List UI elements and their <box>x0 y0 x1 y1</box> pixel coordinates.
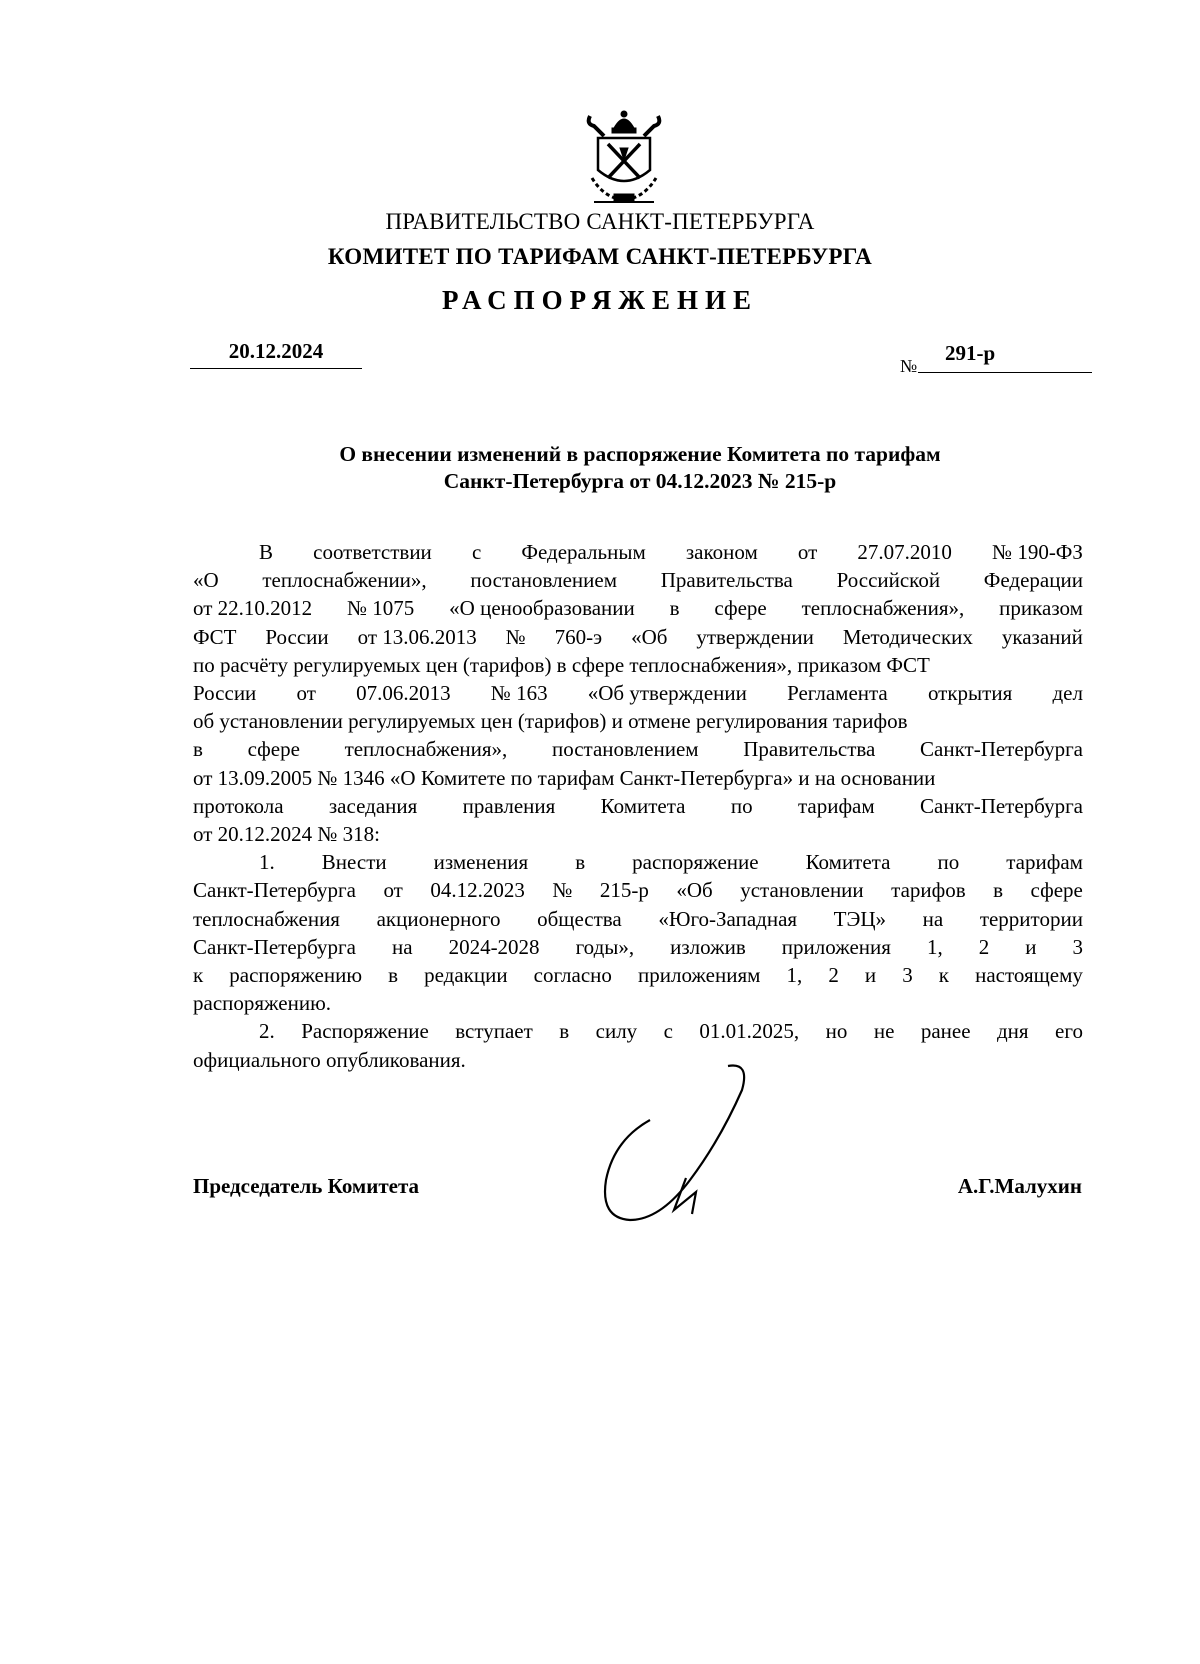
document-type: РАСПОРЯЖЕНИЕ <box>441 285 759 315</box>
word: постановлением <box>470 568 617 593</box>
word: силу <box>595 1019 638 1044</box>
number-underline <box>918 372 1092 373</box>
word: «Об <box>631 624 668 649</box>
word: настоящему <box>975 963 1083 988</box>
word: и <box>864 963 877 988</box>
word: Распоряжение <box>301 1019 429 1044</box>
handwritten-signature <box>600 1060 770 1230</box>
word: изложив <box>670 934 746 959</box>
word: его <box>1055 1019 1083 1044</box>
word: на <box>391 934 413 959</box>
preamble-last-line: от 20.12.2024 № 318: <box>193 822 381 847</box>
word: в <box>993 878 1004 903</box>
document-body <box>193 538 1083 1074</box>
word: Комитета <box>805 850 891 875</box>
word: Комитета <box>600 793 686 818</box>
word: 1, <box>786 963 803 988</box>
word: редакции <box>424 963 508 988</box>
text-line <box>193 792 1083 820</box>
text-line <box>193 623 1083 651</box>
text-line <box>193 1017 1083 1045</box>
word: № 1075 <box>347 596 415 621</box>
word: с <box>663 1019 673 1044</box>
text-line <box>193 876 1083 904</box>
word: об установлении регулируемых цен (тарифов) и отмене регулирования тарифов <box>193 709 908 734</box>
word: распоряжение <box>632 850 759 875</box>
document-subject <box>200 441 1080 495</box>
text-line <box>193 961 1083 989</box>
subject-line: О внесении изменений в распоряжение Комитета по тарифам <box>339 442 941 466</box>
word: 1. <box>259 850 275 875</box>
word: 01.01.2025, <box>699 1019 800 1044</box>
word: В <box>259 540 274 564</box>
word: теплоснабжения <box>193 906 340 931</box>
text-line <box>193 848 1083 876</box>
word: протокола <box>193 793 284 818</box>
word: Российской <box>836 568 941 593</box>
word: 3 <box>902 963 913 988</box>
word: годы», <box>575 934 635 959</box>
word: общества <box>537 906 622 931</box>
word: акционерного <box>376 906 501 931</box>
subject-line: Санкт-Петербурга от 04.12.2023 № 215-р <box>443 469 837 493</box>
word: 04.12.2023 <box>430 878 525 903</box>
word: законом <box>685 540 758 564</box>
preamble-paragraph <box>193 538 1083 820</box>
text-line <box>193 594 1083 622</box>
text-line <box>193 735 1083 763</box>
word: «Об <box>676 878 713 903</box>
word: Санкт-Петербурга <box>920 793 1083 818</box>
word: приказом <box>999 596 1083 621</box>
text-line <box>193 566 1083 594</box>
word: указаний <box>1001 624 1083 649</box>
item-1-last-line: распоряжению. <box>193 991 332 1016</box>
number-sign: № <box>900 356 918 376</box>
word: ТЭЦ» <box>833 906 887 931</box>
item-2-last-line: официального опубликования. <box>193 1047 466 1072</box>
item-1-paragraph <box>193 848 1083 989</box>
word: 760-э <box>554 624 603 649</box>
word: от <box>797 540 818 564</box>
text-line <box>193 707 1083 735</box>
word: территории <box>979 906 1083 931</box>
word: приложениям <box>637 963 761 988</box>
government-name: ПРАВИТЕЛЬСТВО САНКТ-ПЕТЕРБУРГА <box>385 209 815 234</box>
word: тарифов <box>891 878 966 903</box>
word: согласно <box>533 963 612 988</box>
word: по <box>937 850 960 875</box>
text-line <box>193 679 1083 707</box>
word: установлении <box>740 878 864 903</box>
word: Санкт-Петербурга <box>193 934 356 959</box>
word: 2 <box>978 934 990 959</box>
word: в <box>669 596 680 621</box>
word: вступает <box>455 1019 533 1044</box>
word: «О <box>193 568 219 593</box>
text-line <box>193 651 1083 679</box>
word: № <box>505 624 526 649</box>
document-date: 20.12.2024 <box>228 339 324 363</box>
word: к <box>938 963 949 988</box>
word: от 13.06.2013 <box>357 624 477 649</box>
word: ФСТ <box>193 624 237 649</box>
word: теплоснабжения», <box>801 596 965 621</box>
word: изменения <box>433 850 529 875</box>
document-number: 291-р <box>945 341 996 365</box>
signatory-title: Председатель Комитета <box>193 1174 420 1198</box>
word: 2 <box>828 963 839 988</box>
word: от 13.09.2005 № 1346 «О Комитете по тарифам Санкт-Петербурга» и на основании <box>193 765 936 790</box>
word: 215-р <box>599 878 649 903</box>
word: от 22.10.2012 <box>193 596 313 621</box>
word: дел <box>1052 681 1083 706</box>
text-line <box>193 905 1083 933</box>
word: не <box>873 1019 895 1044</box>
word: «Об утверждении <box>587 681 747 706</box>
word: приложения <box>781 934 891 959</box>
word: Регламента <box>787 681 888 706</box>
word: Внести <box>321 850 387 875</box>
word: открытия <box>927 681 1013 706</box>
word: от <box>296 681 316 706</box>
word: в <box>575 850 586 875</box>
word: постановлением <box>551 737 699 762</box>
word: 27.07.2010 <box>857 540 952 564</box>
word: теплоснабжения», <box>344 737 508 762</box>
saint-petersburg-coat-of-arms-icon <box>584 108 664 206</box>
word: теплоснабжении», <box>262 568 427 593</box>
word: заседания <box>328 793 418 818</box>
word: к <box>193 963 204 988</box>
word: России <box>193 681 257 706</box>
word: сфере <box>247 737 300 762</box>
word: Правительства <box>743 737 876 762</box>
word: на <box>922 906 944 931</box>
word: 1, <box>926 934 943 959</box>
word: Федерации <box>983 568 1083 593</box>
word: тарифам <box>797 793 875 818</box>
word: № 190-ФЗ <box>992 540 1083 564</box>
word: 07.06.2013 <box>356 681 451 706</box>
text-line <box>193 538 1083 566</box>
word: в <box>193 737 203 762</box>
word: 2024-2028 <box>448 934 540 959</box>
word: России <box>265 624 329 649</box>
word: сфере <box>1030 878 1083 903</box>
text-line <box>193 933 1083 961</box>
word: дня <box>997 1019 1029 1044</box>
word: Федеральным <box>521 540 646 564</box>
word: Методических <box>842 624 973 649</box>
word: от <box>383 878 403 903</box>
word: и <box>1025 934 1037 959</box>
word: утверждении <box>696 624 814 649</box>
word: ранее <box>920 1019 971 1044</box>
word: но <box>825 1019 848 1044</box>
signatory-name: А.Г.Малухин <box>957 1174 1082 1198</box>
word: Правительства <box>660 568 793 593</box>
word: № <box>552 878 573 903</box>
word: Санкт-Петербурга <box>193 878 356 903</box>
date-underline <box>190 368 362 369</box>
item-2-paragraph <box>193 1017 1083 1045</box>
word: в <box>559 1019 570 1044</box>
committee-name: КОМИТЕТ ПО ТАРИФАМ САНКТ-ПЕТЕРБУРГА <box>327 244 873 269</box>
word: тарифам <box>1006 850 1083 875</box>
word: «О ценообразовании <box>449 596 635 621</box>
word: распоряжению <box>229 963 363 988</box>
word: «Юго-Западная <box>658 906 798 931</box>
word: Санкт-Петербурга <box>920 737 1083 762</box>
word: 3 <box>1072 934 1083 959</box>
word: соответствии <box>313 540 432 564</box>
text-line <box>193 764 1083 792</box>
word: в <box>388 963 399 988</box>
word: № 163 <box>490 681 548 706</box>
word: по <box>730 793 753 818</box>
word: с <box>471 540 482 564</box>
word: 2. <box>259 1019 275 1044</box>
word: по расчёту регулируемых цен (тарифов) в сфере теплоснабжения», приказом ФСТ <box>193 652 930 677</box>
word: сфере <box>714 596 767 621</box>
word: правления <box>462 793 556 818</box>
